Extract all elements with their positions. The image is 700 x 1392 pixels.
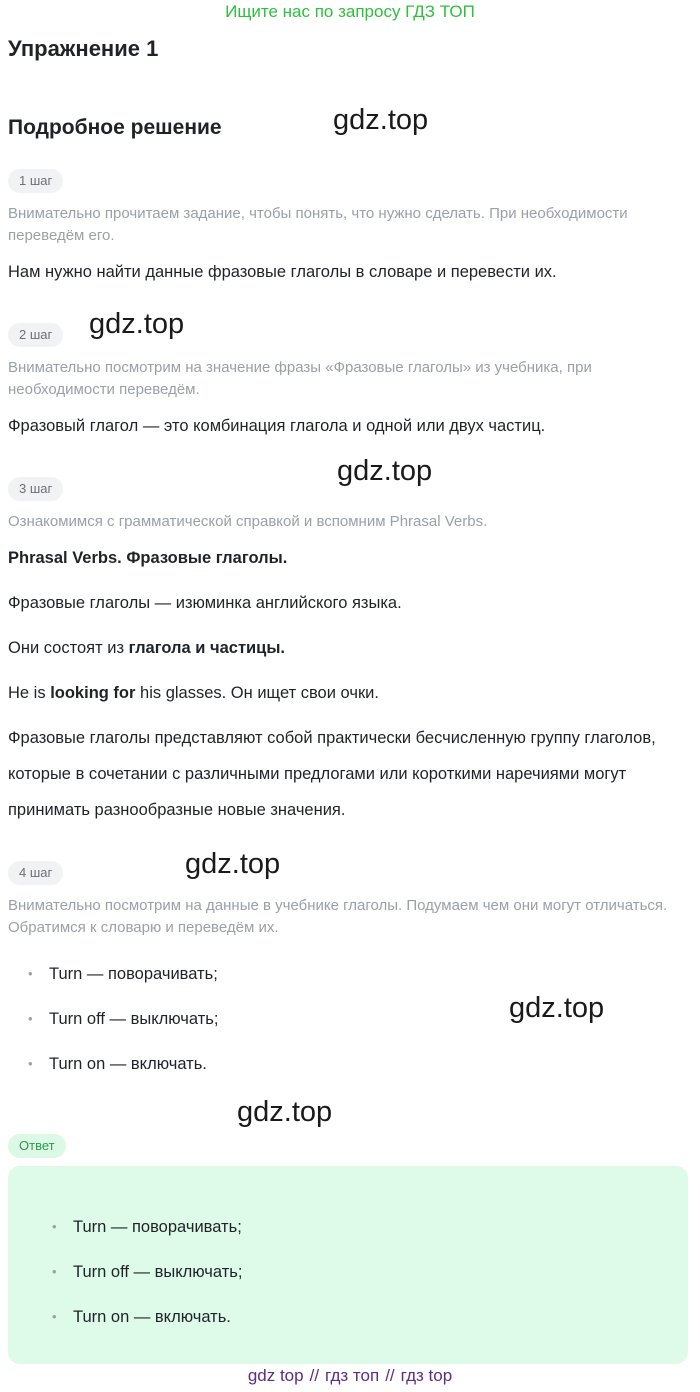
step-hint: Внимательно прочитаем задание, чтобы понять, что нужно сделать. При необходимости переведём его. <box>8 205 628 244</box>
step-text: Нам нужно найти данные фразовые глаголы в словаре и перевести их. <box>8 263 557 281</box>
watermark: gdz.top <box>89 308 185 340</box>
footer-text: гдз топ <box>325 1366 380 1385</box>
bullet: • <box>28 1056 33 1071</box>
grammar-paragraph: Фразовые глаголы представляют собой практически бесчисленную группу глаголов, которые в сочетании с различными предлогами или короткими наречиями могут принимать разнообразные новые значения. <box>8 729 656 819</box>
watermark: gdz.top <box>333 104 429 136</box>
step-badge: 2 шаг <box>8 323 63 347</box>
answer-badge: Ответ <box>8 1134 66 1158</box>
grammar-paragraph: Фразовые глаголы — изюминка английского языка. <box>8 594 402 612</box>
footer-separator: // <box>385 1366 395 1385</box>
list-item <box>51 1216 651 1261</box>
text-span: Они состоят из <box>8 639 129 657</box>
watermark: gdz.top <box>185 848 281 880</box>
text-span: his glasses. Он ищет свои очки. <box>135 684 379 702</box>
watermark: gdz.top <box>509 992 605 1024</box>
verb-list <box>27 963 627 1098</box>
step-badge: 4 шаг <box>8 861 63 885</box>
step-hint: Ознакомимся с грамматической справкой и вспомним Phrasal Verbs. <box>8 513 488 530</box>
grammar-heading: Phrasal Verbs. Фразовые глаголы. <box>8 549 288 567</box>
bullet: • <box>52 1219 57 1234</box>
watermark: gdz.top <box>237 1096 333 1128</box>
example-sentence <box>8 682 688 704</box>
step-hint: Внимательно посмотрим на значение фразы «Фразовые глаголы» из учебника, при необходимости переведём. <box>8 359 592 398</box>
list-item <box>51 1306 651 1351</box>
footer-text: gdz top <box>247 1366 304 1385</box>
footer-separator: // <box>309 1366 320 1385</box>
bold-span: глагола и частицы. <box>128 639 285 657</box>
list-item-text: Turn off — выключать; <box>73 1263 243 1281</box>
list-item-text: Turn — поворачивать; <box>49 965 218 983</box>
bullet: • <box>28 966 33 981</box>
list-item <box>27 1008 627 1053</box>
step-hint: Внимательно посмотрим на данные в учебнике глаголы. Подумаем чем они могут отличаться. Обратимся к словарю и переведём их. <box>8 897 668 936</box>
list-item-text: Turn on — включать. <box>49 1055 207 1073</box>
list-item <box>27 963 627 1008</box>
grammar-paragraph <box>8 637 688 659</box>
bold-span: looking for <box>50 684 136 702</box>
bullet: • <box>28 1011 33 1026</box>
text-span: He is <box>8 684 51 702</box>
footer-text: гдз top <box>400 1366 453 1385</box>
list-item-text: Turn on — включать. <box>73 1308 231 1326</box>
step-badge: 1 шаг <box>8 169 63 193</box>
exercise-title: Упражнение 1 <box>8 36 159 61</box>
bullet: • <box>52 1309 57 1324</box>
list-item <box>27 1053 627 1098</box>
solution-heading: Подробное решение <box>8 116 222 139</box>
top-banner: Ищите нас по запросу ГДЗ ТОП <box>225 2 475 21</box>
watermark: gdz.top <box>337 455 433 487</box>
list-item <box>51 1261 651 1306</box>
bullet: • <box>52 1264 57 1279</box>
list-item-text: Turn off — выключать; <box>49 1010 219 1028</box>
footer-links <box>0 1366 700 1386</box>
answer-list <box>51 1216 651 1351</box>
step-badge: 3 шаг <box>8 477 63 501</box>
list-item-text: Turn — поворачивать; <box>73 1218 242 1236</box>
step-text: Фразовый глагол — это комбинация глагола и одной или двух частиц. <box>8 417 546 435</box>
